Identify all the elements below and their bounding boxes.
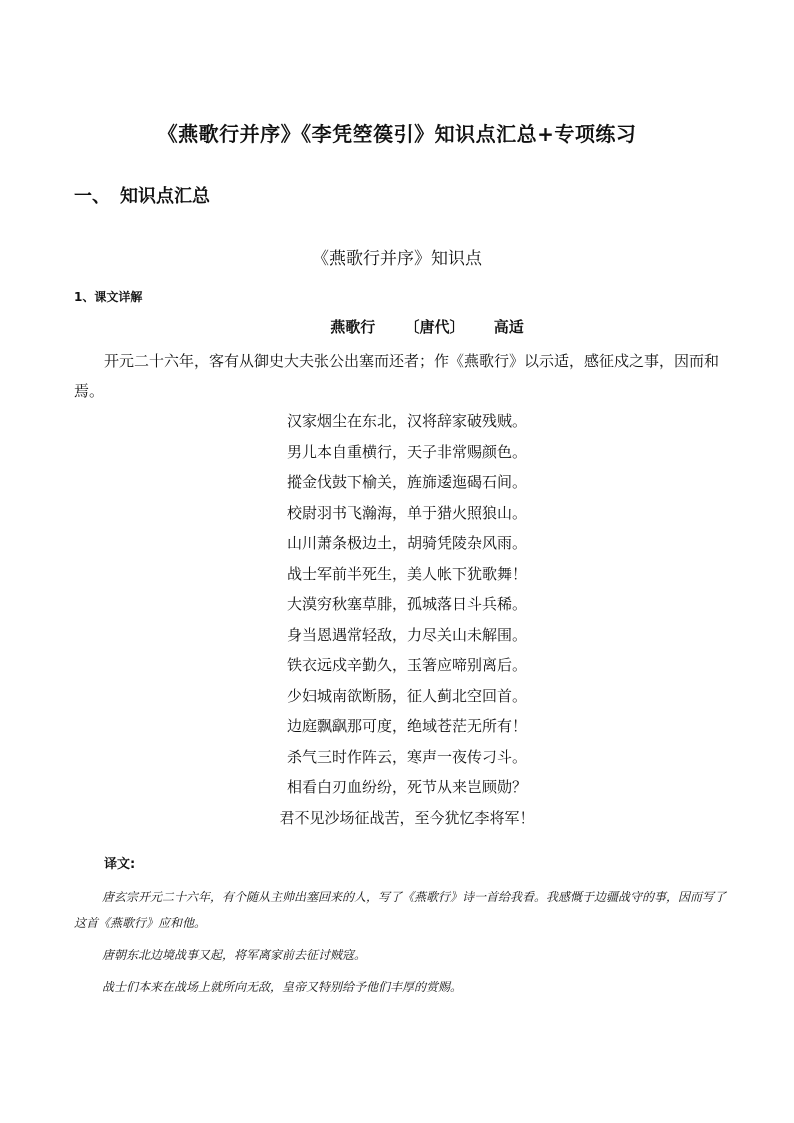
translation-paragraph: 唐玄宗开元二十六年，有个随从主帅出塞回来的人，写了《燕歌行》诗一首给我看。我感慨于边疆战守的事，因而写了这首《燕歌行》应和他。	[74, 890, 727, 930]
poem-line: 边庭飘飖那可度，绝域苍茫无所有！	[286, 717, 527, 735]
poem-preface: 开元二十六年，客有从御史大夫张公出塞而还者；作《燕歌行》以示适，感征戍之事，因而和焉。	[74, 352, 720, 400]
poem-line: 汉家烟尘在东北，汉将辞家破残贼。	[286, 412, 527, 430]
translation-paragraph: 战士们本来在战场上就所向无敌，皇帝又特别给予他们丰厚的赏赐。	[102, 980, 463, 994]
poem-line: 男儿本自重横行，天子非常赐颜色。	[286, 442, 527, 461]
poem-line: 大漠穷秋塞草腓，孤城落日斗兵稀。	[286, 595, 527, 613]
document-title: 《燕歌行并序》《李凭箜篌引》知识点汇总+专项练习	[157, 122, 637, 146]
poem-line: 身当恩遇常轻敌，力尽关山未解围。	[286, 625, 527, 644]
translation-label: 译文:	[104, 857, 136, 872]
poem-line: 少妇城南欲断肠，征人蓟北空回首。	[286, 686, 527, 705]
translation-paragraph: 唐朝东北边境战事又起，将军离家前去征讨贼寇。	[102, 948, 367, 962]
section-heading	[74, 182, 210, 208]
poem-title: 燕歌行	[330, 318, 376, 336]
poem-line: 摐金伐鼓下榆关，旌旆逶迤碣石间。	[286, 473, 527, 491]
poem-dynasty: 〔唐代〕	[404, 318, 465, 336]
poem-header	[0, 316, 794, 337]
item-label: 1、课文详解	[74, 290, 143, 304]
poem-line: 山川萧条极边土，胡骑凭陵杂风雨。	[286, 534, 527, 552]
poem-lines	[0, 406, 794, 833]
translation-text	[74, 884, 726, 1006]
section-number: 一、	[74, 186, 110, 207]
poem-line: 杀气三时作阵云，寒声一夜传刁斗。	[286, 747, 527, 766]
poem-line: 铁衣远戍辛勤久，玉箸应啼别离后。	[286, 656, 527, 674]
section-title: 知识点汇总	[120, 186, 210, 207]
poem-line: 战士军前半死生，美人帐下犹歌舞！	[286, 564, 527, 583]
poem-line: 君不见沙场征战苦，至今犹忆李将军！	[279, 808, 535, 827]
poem-author: 高适	[493, 318, 524, 336]
subsection-title: 《燕歌行并序》知识点	[312, 249, 482, 269]
poem-line: 校尉羽书飞瀚海，单于猎火照狼山。	[286, 503, 527, 522]
poem-line: 相看白刃血纷纷，死节从来岂顾勋？	[286, 778, 527, 796]
